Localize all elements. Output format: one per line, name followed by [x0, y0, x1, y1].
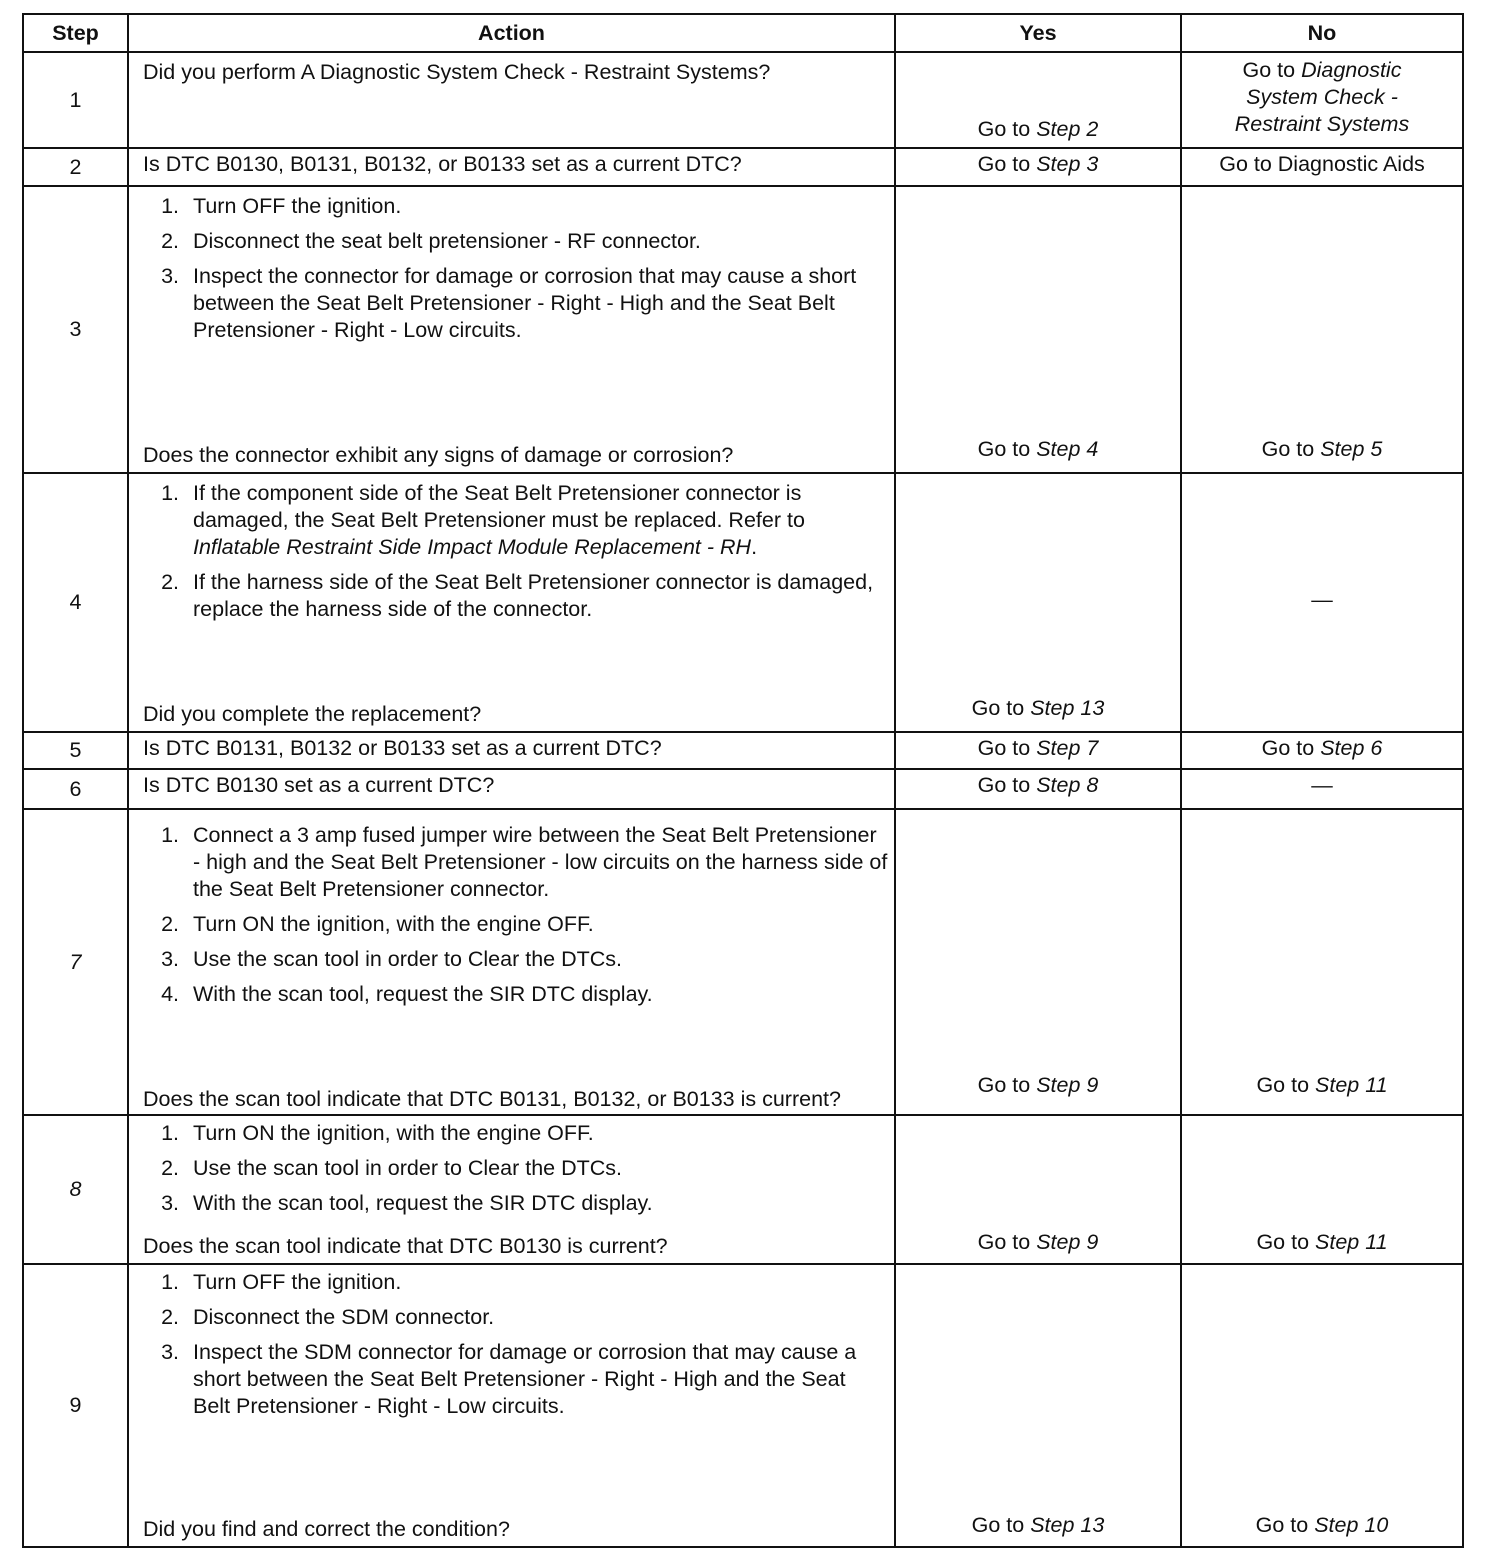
list-item	[143, 1190, 888, 1217]
instruction-list	[143, 1269, 888, 1420]
cell-text: 2	[69, 154, 82, 179]
list-number: 3.	[161, 1191, 179, 1215]
question-text: Is DTC B0131, B0132 or B0133 set as a current DTC?	[143, 736, 662, 760]
list-item-text: With the scan tool, request the SIR DTC display.	[193, 1191, 653, 1215]
yes-cell	[895, 473, 1181, 732]
header-row	[23, 14, 1463, 52]
no-result	[1182, 1072, 1462, 1099]
question-text: Does the connector exhibit any signs of damage or corrosion?	[143, 443, 734, 467]
table-row-step-5	[23, 732, 1463, 769]
cell-text: Step 3	[1036, 152, 1099, 176]
header-step: Step	[23, 14, 128, 52]
action-cell	[128, 1115, 895, 1264]
cell-text: 5	[69, 738, 82, 762]
step-number	[23, 1115, 128, 1264]
list-item	[143, 1155, 888, 1182]
yes-cell	[895, 769, 1181, 809]
no-result	[1182, 1229, 1462, 1256]
cell-text: Go to	[1256, 1073, 1316, 1097]
cell-text: Step 7	[1036, 736, 1099, 760]
list-number: 3.	[161, 264, 179, 288]
no-result	[1182, 53, 1462, 138]
list-number: 1.	[161, 481, 179, 505]
cell-text: Go to	[1261, 437, 1321, 461]
yes-cell	[895, 732, 1181, 769]
no-cell	[1181, 473, 1463, 732]
action-cell	[128, 809, 895, 1115]
question-text: Does the scan tool indicate that DTC B0131, B0132, or B0133 is current?	[143, 1087, 841, 1111]
cell-text: 9	[69, 1393, 82, 1417]
cell-text: 1	[69, 87, 82, 112]
list-item	[143, 263, 888, 344]
table-row-step-7	[23, 809, 1463, 1115]
no-result: —	[1311, 587, 1333, 611]
step-number	[23, 1264, 128, 1547]
cell-text: Go to	[977, 437, 1037, 461]
list-number: 2.	[161, 1305, 179, 1329]
list-number: 2.	[161, 912, 179, 936]
table-row-step-6	[23, 769, 1463, 809]
list-item	[143, 1304, 888, 1331]
cell-text: Go to	[1255, 1513, 1315, 1537]
cell-text: Step 6	[1320, 736, 1383, 760]
step-number	[23, 769, 128, 809]
yes-result	[896, 1229, 1180, 1256]
table-row-step-9	[23, 1264, 1463, 1547]
yes-result	[896, 149, 1180, 178]
list-item-text	[193, 480, 888, 561]
action-cell	[128, 732, 895, 769]
yes-cell	[895, 1115, 1181, 1264]
cell-text: Go to	[977, 117, 1037, 141]
question-text: Is DTC B0130 set as a current DTC?	[143, 773, 495, 797]
list-number: 4.	[161, 982, 179, 1006]
action-cell	[128, 473, 895, 732]
list-number: 2.	[161, 1156, 179, 1180]
yes-result	[896, 733, 1180, 762]
no-cell	[1181, 732, 1463, 769]
cell-text: Go to	[977, 1073, 1037, 1097]
list-item	[143, 911, 888, 938]
cell-text: Go to	[971, 696, 1031, 720]
header-action: Action	[128, 14, 895, 52]
yes-result	[896, 436, 1180, 463]
step-number	[23, 52, 128, 148]
list-number: 3.	[161, 947, 179, 971]
list-item-text: Use the scan tool in order to Clear the DTCs.	[193, 1156, 622, 1180]
cell-text: Step 11	[1315, 1073, 1388, 1097]
header-no: No	[1181, 14, 1463, 52]
cell-text: Go to	[977, 736, 1037, 760]
reference-link: Inflatable Restraint Side Impact Module Replacement - RH	[193, 535, 752, 559]
cell-text: Step 5	[1320, 437, 1383, 461]
list-item-text: Disconnect the seat belt pretensioner - RF connector.	[193, 229, 701, 253]
cell-text: 7	[69, 949, 82, 974]
yes-result	[896, 695, 1180, 722]
list-item-text: Turn ON the ignition, with the engine OFF.	[193, 1121, 594, 1145]
list-item-text: Use the scan tool in order to Clear the DTCs.	[193, 947, 622, 971]
cell-text: Step 2	[1036, 117, 1099, 141]
cell-text: Step 8	[1036, 773, 1099, 797]
cell-text: 8	[69, 1177, 82, 1201]
list-number: 1.	[161, 194, 179, 218]
cell-text: Go to	[1256, 1230, 1316, 1254]
cell-text: Go to	[1242, 58, 1302, 82]
no-cell	[1181, 52, 1463, 148]
cell-text: 3	[69, 317, 82, 341]
table-row-step-1	[23, 52, 1463, 148]
cell-text: 4	[69, 590, 82, 614]
cell-text: Step 13	[1030, 696, 1105, 720]
step-number	[23, 809, 128, 1115]
yes-cell	[895, 148, 1181, 186]
list-number: 1.	[161, 1270, 179, 1294]
question-text: Did you perform A Diagnostic System Check - Restraint Systems?	[143, 60, 771, 84]
cell-text: If the component side of the Seat Belt Pretensioner connector is damaged, the Seat Belt Pretensioner must be replaced. Refer to	[193, 481, 805, 532]
cell-text: Go to	[1261, 736, 1321, 760]
no-result: —	[1311, 773, 1333, 797]
list-item-text: Turn OFF the ignition.	[193, 1270, 402, 1294]
list-item	[143, 228, 888, 255]
cell-text: Go to	[977, 773, 1037, 797]
list-item	[143, 480, 888, 561]
step-number	[23, 186, 128, 473]
no-result	[1182, 436, 1462, 463]
list-item-text: If the harness side of the Seat Belt Pretensioner connector is damaged, replace the harness side of the connector.	[193, 570, 874, 621]
list-item-text: Inspect the connector for damage or corrosion that may cause a short between the Seat Belt Pretensioner - Right - High and the Seat Belt Pretensioner - Right - Low circuits.	[193, 264, 857, 342]
step-number	[23, 732, 128, 769]
cell-text: Step 9	[1036, 1073, 1099, 1097]
table-row-step-8	[23, 1115, 1463, 1264]
no-cell	[1181, 186, 1463, 473]
list-item-text: Disconnect the SDM connector.	[193, 1305, 495, 1329]
no-cell	[1181, 809, 1463, 1115]
action-cell	[128, 186, 895, 473]
cell-text: Restraint Systems	[1234, 112, 1410, 136]
table-row-step-3	[23, 186, 1463, 473]
cell-text: Go to	[977, 152, 1037, 176]
instruction-list	[143, 193, 888, 344]
question-text: Did you complete the replacement?	[143, 702, 482, 726]
cell-text: .	[751, 535, 758, 559]
instruction-list	[143, 1120, 888, 1217]
no-cell	[1181, 148, 1463, 186]
action-cell	[128, 148, 895, 186]
yes-cell	[895, 809, 1181, 1115]
header-yes: Yes	[895, 14, 1181, 52]
question-text: Does the scan tool indicate that DTC B0130 is current?	[143, 1234, 668, 1258]
yes-cell	[895, 52, 1181, 148]
cell-text: Step 11	[1315, 1230, 1388, 1254]
yes-result	[896, 116, 1180, 143]
list-number: 1.	[161, 1121, 179, 1145]
list-item-text: With the scan tool, request the SIR DTC display.	[193, 982, 653, 1006]
no-cell	[1181, 1115, 1463, 1264]
step-number	[23, 148, 128, 186]
cell-text: Step 4	[1036, 437, 1099, 461]
list-item	[143, 1120, 888, 1147]
yes-cell	[895, 1264, 1181, 1547]
action-cell	[128, 52, 895, 148]
list-item-text: Connect a 3 amp fused jumper wire between the Seat Belt Pretensioner - high and the Seat Belt Pretensioner - low circuits on the harness side of the Seat Belt Pretensioner connector.	[193, 823, 888, 901]
yes-cell	[895, 186, 1181, 473]
cell-text: Go to	[971, 1513, 1031, 1537]
cell-text: Step 13	[1030, 1513, 1105, 1537]
yes-result	[896, 1512, 1180, 1539]
list-item	[143, 946, 888, 973]
no-cell	[1181, 1264, 1463, 1547]
table-row-step-4	[23, 473, 1463, 732]
instruction-list	[143, 822, 888, 1008]
list-number: 1.	[161, 823, 179, 847]
list-item-text: Inspect the SDM connector for damage or corrosion that may cause a short between the Seat Belt Pretensioner - Right - High and the Seat Belt Pretensioner - Right - Low circuits.	[193, 1340, 857, 1418]
action-cell	[128, 1264, 895, 1547]
list-item	[143, 569, 888, 623]
list-item	[143, 1269, 888, 1296]
list-item	[143, 822, 888, 903]
question-text: Is DTC B0130, B0131, B0132, or B0133 set as a current DTC?	[143, 152, 742, 176]
no-cell	[1181, 769, 1463, 809]
list-item	[143, 1339, 888, 1420]
action-cell	[128, 769, 895, 809]
cell-text: Step 10	[1314, 1513, 1389, 1537]
no-result	[1182, 1512, 1462, 1539]
yes-result	[896, 1072, 1180, 1099]
list-number: 2.	[161, 570, 179, 594]
list-item-text: Turn OFF the ignition.	[193, 194, 402, 218]
cell-text: Diagnostic	[1301, 58, 1402, 82]
no-result: Go to Diagnostic Aids	[1219, 152, 1425, 176]
yes-result	[896, 770, 1180, 799]
no-result	[1182, 733, 1462, 762]
table-row-step-2	[23, 148, 1463, 186]
question-text: Did you find and correct the condition?	[143, 1517, 510, 1541]
cell-text: Go to	[977, 1230, 1037, 1254]
cell-text: System Check -	[1246, 85, 1398, 109]
list-number: 2.	[161, 229, 179, 253]
diagnostic-table	[22, 13, 1464, 1548]
cell-text: 6	[69, 776, 82, 801]
list-item	[143, 981, 888, 1008]
list-number: 3.	[161, 1340, 179, 1364]
instruction-list	[143, 480, 888, 623]
cell-text: Step 9	[1036, 1230, 1099, 1254]
step-number	[23, 473, 128, 732]
list-item-text: Turn ON the ignition, with the engine OFF.	[193, 912, 594, 936]
list-item	[143, 193, 888, 220]
